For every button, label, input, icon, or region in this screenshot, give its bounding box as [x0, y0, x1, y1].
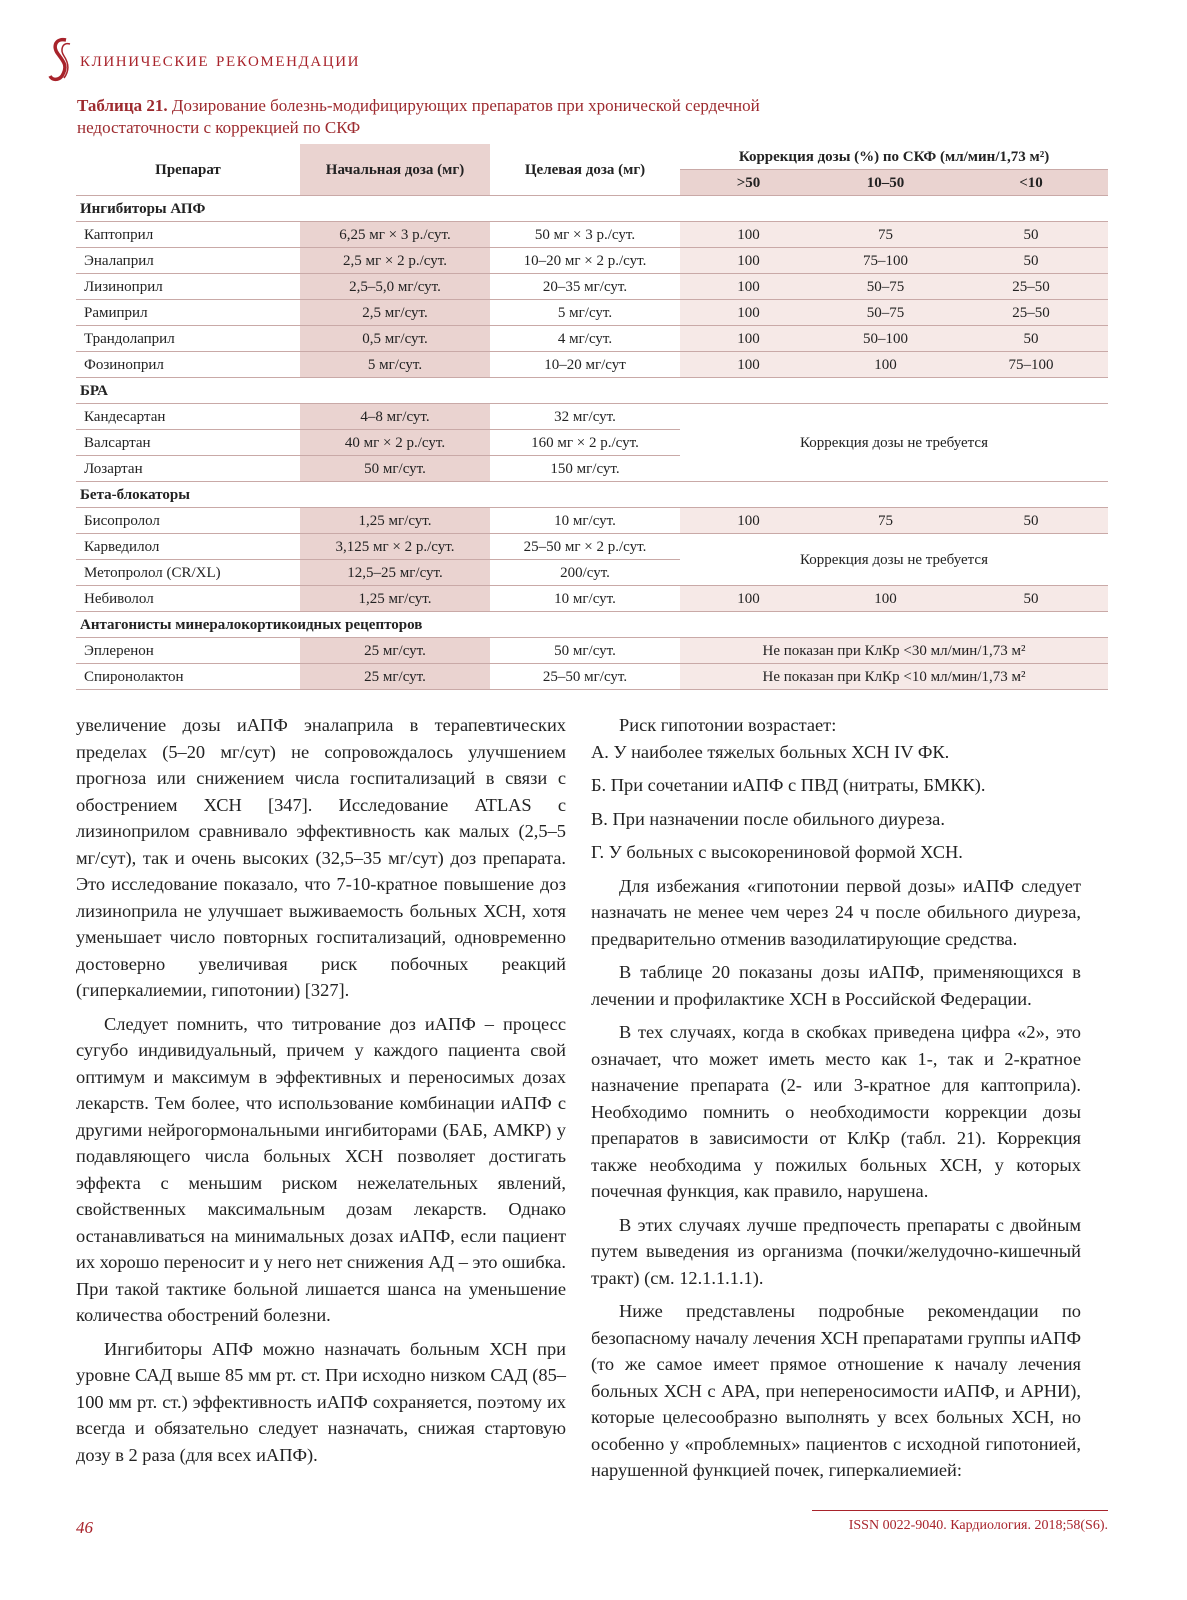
table-caption — [77, 95, 777, 139]
group-ace-inhibitors: Ингибиторы АПФ — [76, 196, 1108, 222]
paragraph: В этих случаях лучше предпочесть препараты с двойным путем выведения из организма (почки/желудочно-кишечный тракт) (см. 12.1.1.1.1). — [591, 1214, 1081, 1288]
paragraph: Ниже представлены подробные рекомендации по безопасному началу лечения ХСН препаратами группы иАПФ (то же самое имеет прямое отношение к началу лечения больных ХСН с АРА, при непереносимости иАПФ, и АРНИ), которые целесообразно выполнять у всех больных ХСН, но особенно у «проблемных» пациентов с исходной гипотонией, нарушенной функцией почек, гиперкалиемией: — [591, 1301, 1081, 1480]
table-row — [76, 508, 1108, 534]
start-dose: 6,25 мг × 3 р./сут. — [300, 222, 490, 248]
corr-gt50: 100 — [680, 326, 817, 352]
corr-10-50: 100 — [817, 586, 954, 612]
corr-10-50: 50–100 — [817, 326, 954, 352]
header-drug: Препарат — [76, 144, 300, 196]
target-dose: 10–20 мг/сут — [490, 352, 680, 378]
corr-gt50: 100 — [680, 300, 817, 326]
drug-name: Каптоприл — [76, 222, 300, 248]
table-caption-text: Дозирование болезнь-модифицирующих препаратов при хронической сердечной недостаточности с коррекцией по СКФ — [77, 96, 760, 137]
corr-10-50: 50–75 — [817, 300, 954, 326]
corr-lt10: 50 — [954, 508, 1108, 534]
corr-10-50: 50–75 — [817, 274, 954, 300]
target-dose: 160 мг × 2 р./сут. — [490, 430, 680, 456]
group-beta-blockers: Бета-блокаторы — [76, 482, 1108, 508]
paragraph: Для избежания «гипотонии первой дозы» иАПФ следует назначать не менее чем через 24 ч после обильного диуреза, предварительно отменив вазодилатирующие средства. — [591, 875, 1081, 949]
drug-name: Метопролол (CR/XL) — [76, 560, 300, 586]
header-gfr-10-50: 10–50 — [817, 170, 954, 196]
list-item: В. При назначении после обильного диуреза. — [591, 808, 945, 829]
drug-name: Бисопролол — [76, 508, 300, 534]
corr-10-50: 100 — [817, 352, 954, 378]
start-dose: 50 мг/сут. — [300, 456, 490, 482]
corr-gt50: 100 — [680, 586, 817, 612]
mra-note: Не показан при КлКр <10 мл/мин/1,73 м² — [680, 664, 1108, 690]
list-item: А. У наиболее тяжелых больных ХСН IV ФК. — [591, 741, 950, 762]
table-row — [76, 248, 1108, 274]
arb-no-correction: Коррекция дозы не требуется — [680, 404, 1108, 482]
group-arb: БРА — [76, 378, 1108, 404]
table-row — [76, 534, 1108, 560]
corr-lt10: 50 — [954, 248, 1108, 274]
header-gfr-gt50: >50 — [680, 170, 817, 196]
start-dose: 4–8 мг/сут. — [300, 404, 490, 430]
start-dose: 25 мг/сут. — [300, 664, 490, 690]
corr-gt50: 100 — [680, 274, 817, 300]
corr-10-50: 75 — [817, 508, 954, 534]
drug-name: Валсартан — [76, 430, 300, 456]
corr-10-50: 75 — [817, 222, 954, 248]
corr-lt10: 75–100 — [954, 352, 1108, 378]
target-dose: 5 мг/сут. — [490, 300, 680, 326]
start-dose: 2,5–5,0 мг/сут. — [300, 274, 490, 300]
start-dose: 2,5 мг × 2 р./сут. — [300, 248, 490, 274]
paragraph: В тех случаях, когда в скобках приведена цифра «2», это означает, что может иметь место как 1-, так и 2-кратное назначение препарата (2- или 3-кратное для каптоприла). Необходимо помнить о необходимости коррекции дозы препаратов в зависимости от КлКр (табл. 21). Коррекция также необходима у пожилых больных ХСН, у которых почечная функция, как правило, нарушена. — [591, 1022, 1081, 1201]
start-dose: 2,5 мг/сут. — [300, 300, 490, 326]
corr-lt10: 50 — [954, 326, 1108, 352]
journal-citation: ISSN 0022-9040. Кардиология. 2018;58(S6). — [848, 1518, 1108, 1533]
list-item: Б. При сочетании иАПФ с ПВД (нитраты, БМКК). — [591, 775, 986, 795]
target-dose: 50 мг × 3 р./сут. — [490, 222, 680, 248]
header-gfr-lt10: <10 — [954, 170, 1108, 196]
page-header — [46, 36, 360, 82]
corr-lt10: 25–50 — [954, 274, 1108, 300]
drug-name: Рамиприл — [76, 300, 300, 326]
target-dose: 50 мг/сут. — [490, 638, 680, 664]
corr-lt10: 50 — [954, 222, 1108, 248]
drug-name: Эналаприл — [76, 248, 300, 274]
list-item: Г. У больных с высокорениновой формой ХСН. — [591, 842, 963, 862]
table-row — [76, 586, 1108, 612]
drug-name: Эплеренон — [76, 638, 300, 664]
table-row — [76, 300, 1108, 326]
journal-logo-icon — [46, 36, 76, 82]
table-row — [76, 638, 1108, 664]
drug-name: Фозиноприл — [76, 352, 300, 378]
target-dose: 10 мг/сут. — [490, 586, 680, 612]
corr-gt50: 100 — [680, 222, 817, 248]
start-dose: 1,25 мг/сут. — [300, 586, 490, 612]
dosage-table — [76, 144, 1108, 690]
start-dose: 40 мг × 2 р./сут. — [300, 430, 490, 456]
start-dose: 1,25 мг/сут. — [300, 508, 490, 534]
target-dose: 32 мг/сут. — [490, 404, 680, 430]
target-dose: 25–50 мг × 2 р./сут. — [490, 534, 680, 560]
table-caption-label: Таблица 21. — [77, 96, 168, 115]
paragraph: увеличение дозы иАПФ эналаприла в терапевтических пределах (5–20 мг/сут) не сопровождалось улучшением прогноза или снижением числа госпитализаций в связи с обострением ХСН [347]. Исследование ATLAS с лизиноприлом сравнивало эффективность как малых (2,5–5 мг/сут), так и очень высоких (32,5–35 мг/сут) доз препарата. Это исследование показало, что 7-10-кратное повышение доз лизиноприла не улучшает выживаемость больных ХСН, хотя уменьшает число повторных госпитализаций, одновременно достоверно увеличивая риск побочных реакций (гиперкалиемии, гипотонии) [327]. — [76, 715, 566, 1000]
target-dose: 10–20 мг × 2 р./сут. — [490, 248, 680, 274]
drug-name: Кандесартан — [76, 404, 300, 430]
target-dose: 4 мг/сут. — [490, 326, 680, 352]
page-number: 46 — [76, 1518, 93, 1537]
drug-name: Лизиноприл — [76, 274, 300, 300]
drug-name: Карведилол — [76, 534, 300, 560]
target-dose: 20–35 мг/сут. — [490, 274, 680, 300]
target-dose: 25–50 мг/сут. — [490, 664, 680, 690]
table-row — [76, 274, 1108, 300]
section-title: клинические рекомендации — [80, 46, 361, 71]
left-column — [76, 712, 566, 1475]
drug-name: Спиронолактон — [76, 664, 300, 690]
mra-note: Не показан при КлКр <30 мл/мин/1,73 м² — [680, 638, 1108, 664]
start-dose: 12,5–25 мг/сут. — [300, 560, 490, 586]
start-dose: 5 мг/сут. — [300, 352, 490, 378]
header-correction: Коррекция дозы (%) по СКФ (мл/мин/1,73 м²) — [680, 144, 1108, 170]
right-column — [591, 712, 1081, 1491]
table-row — [76, 664, 1108, 690]
drug-name: Небиволол — [76, 586, 300, 612]
footer-divider — [812, 1510, 1108, 1511]
target-dose: 150 мг/сут. — [490, 456, 680, 482]
corr-gt50: 100 — [680, 508, 817, 534]
header-start-dose: Начальная доза (мг) — [300, 144, 490, 196]
paragraph: Риск гипотонии возрастает: — [619, 715, 837, 735]
paragraph: В таблице 20 показаны дозы иАПФ, применяющихся в лечении и профилактике ХСН в Российской Федерации. — [591, 962, 1081, 1009]
target-dose: 10 мг/сут. — [490, 508, 680, 534]
corr-lt10: 25–50 — [954, 300, 1108, 326]
group-mra: Антагонисты минералокортикоидных рецепторов — [76, 612, 1108, 638]
start-dose: 0,5 мг/сут. — [300, 326, 490, 352]
start-dose: 3,125 мг × 2 р./сут. — [300, 534, 490, 560]
corr-10-50: 75–100 — [817, 248, 954, 274]
table-row — [76, 352, 1108, 378]
table-row — [76, 326, 1108, 352]
corr-gt50: 100 — [680, 352, 817, 378]
paragraph: Ингибиторы АПФ можно назначать больным ХСН при уровне САД выше 85 мм рт. ст. При исходно низком САД (85–100 мм рт. ст.) эффективность иАПФ сохраняется, поэтому их всегда и обязательно следует назначать, снижая стартовую дозу в 2 раза (для всех иАПФ). — [76, 1338, 566, 1465]
bb-no-correction: Коррекция дозы не требуется — [680, 534, 1108, 586]
header-target-dose: Целевая доза (мг) — [490, 144, 680, 196]
paragraph: Следует помнить, что титрование доз иАПФ – процесс сугубо индивидуальный, причем у каждого пациента свой оптимум и максимум в эффективных и переносимых дозах лекарств. Тем более, что использование комбинации иАПФ с другими нейрогормональными ингибиторами (БАБ, АМКР) у подавляющего числа больных ХСН позволяет достигать эффекта с меньшим риском нежелательных явлений, свойственных максимальным дозам лекарств. Однако останавливаться на минимальных дозах иАПФ, если пациент их хорошо переносит и у него нет снижения АД – это ошибка. При такой тактике больной лишается шанса на уменьшение количества обострений болезни. — [76, 1013, 566, 1325]
target-dose: 200/сут. — [490, 560, 680, 586]
table-row — [76, 404, 1108, 430]
drug-name: Лозартан — [76, 456, 300, 482]
drug-name: Трандолаприл — [76, 326, 300, 352]
start-dose: 25 мг/сут. — [300, 638, 490, 664]
table-row — [76, 222, 1108, 248]
corr-gt50: 100 — [680, 248, 817, 274]
corr-lt10: 50 — [954, 586, 1108, 612]
